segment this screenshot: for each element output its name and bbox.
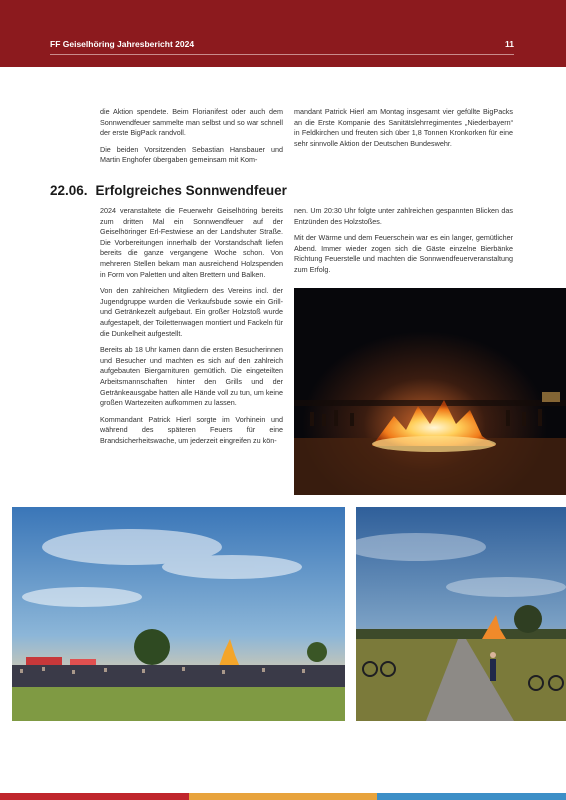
article-left-column (100, 206, 283, 452)
photo-night-bonfire (294, 288, 566, 495)
paragraph: Die beiden Vorsitzenden Sebastian Hansbauer und Martin Enghofer übergaben gemeinsam mit Kom- (100, 144, 283, 165)
footer-bar-orange (189, 793, 378, 800)
report-title: FF Geiselhöring Jahresbericht 2024 (50, 39, 195, 49)
paragraph: Mit der Wärme und dem Feuerschein war es ein langer, gemütlicher Abend. Immer wieder zogen sich die Gäste einzelne Bierbänke Richtung Feuerstelle und machten die Sonnwendfeuerveranstaltung zum Erfolg. (294, 233, 513, 274)
article-heading (50, 183, 287, 198)
footer-bar-blue (377, 793, 566, 800)
paragraph: Von den zahlreichen Mitgliedern des Vereins incl. der Jugendgruppe wurden die Verkaufsbude sowie ein Grill- und Getränkezelt aufgebaut. Ein großer Holzstoß wurde aufgestapelt, der Toilettenwagen montiert und Fackeln für die Dunkelheit aufgestellt. (100, 286, 283, 338)
paragraph: Bereits ab 18 Uhr kamen dann die ersten Besucherinnen und Besucher und machten es sich auf den zahlreich aufgebauten Biergarnituren gemütlich. Die eingeteilten Arbeitsmannschaften hinter den Grills und der Getränkeausgabe hatten alle Hände voll zu tun, um keine großen Wartezeiten aufkommen zu lassen. (100, 345, 284, 408)
footer-bar-red (0, 793, 189, 800)
photo-crowd-dusk (12, 507, 345, 721)
footer-color-bar (0, 793, 566, 800)
page-number: 11 (505, 39, 514, 49)
paragraph: die Aktion spendete. Beim Florianifest oder auch dem Sonnwendfeuer sammelte man selbst und so war schnell der erste BigPack randvoll. (100, 107, 283, 138)
article-title: Erfolgreiches Sonnwendfeuer (95, 183, 287, 198)
paragraph: nen. Um 20:30 Uhr folgte unter zahlreichen gespannten Blicken das Entzünden des Holzstoßes. (294, 206, 513, 226)
paragraph: Kommandant Patrick Hierl sorgte im Vorhinein und während des späteren Feuers für eine Brandsicherheitswache, um jederzeit eingreifen zu kön- (100, 414, 283, 445)
page-header (0, 0, 566, 67)
photo-path-bikes (356, 507, 566, 721)
header-divider (50, 54, 514, 55)
top-left-column (100, 107, 283, 172)
top-right-column (294, 107, 513, 155)
article-right-column (294, 206, 513, 282)
paragraph: mandant Patrick Hierl am Montag insgesamt vier gefüllte BigPacks an die Erste Kompanie des Sanitätslehrregimentes „Niederbayern“ in Feldkirchen und freuten sich über 1,8 Tonnen Kronkorken für eine sehr sinnvolle Aktion der Deutschen Bundeswehr. (294, 107, 513, 148)
article-date: 22.06. (50, 183, 88, 198)
paragraph: 2024 veranstaltete die Feuerwehr Geiselhöring bereits zum dritten Mal ein Sonnwendfeuer auf der Geiselhöringer Erl-Festwiese an der Landshuter Straße. Die Vorbereitungen innerhalb der Vorstandschaft liefen bereits die ganze vergangene Woche schon. Von mehreren Stellen bekam man ausreichend Holzspenden in Form von Paletten und alten Brettern und Balken. (100, 206, 283, 279)
